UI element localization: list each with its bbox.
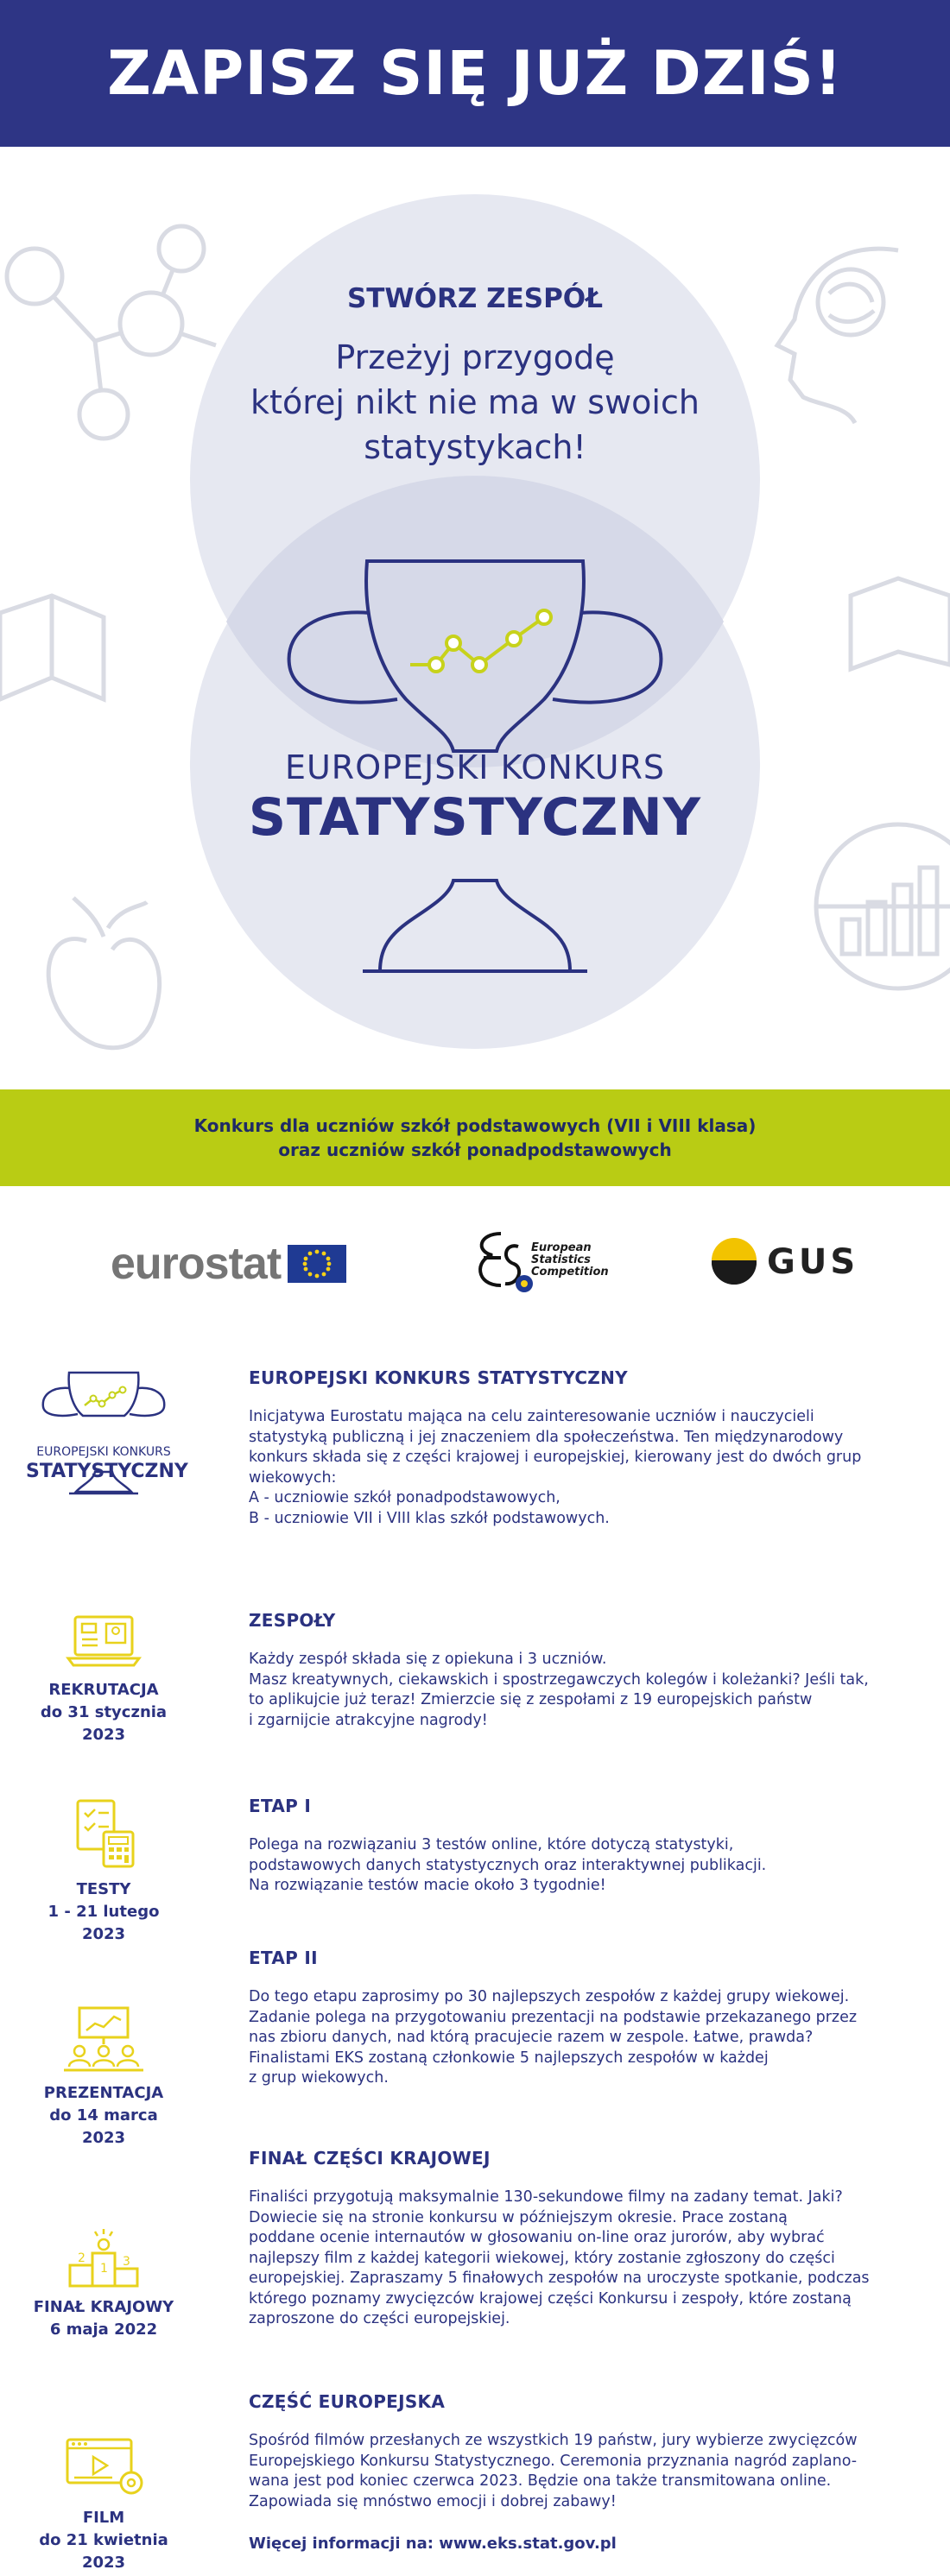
stage1-icon-block — [26, 1796, 181, 1946]
eligibility-banner — [0, 1089, 950, 1186]
more-info-link[interactable]: Więcej informacji na: www.eks.stat.gov.pl — [249, 2535, 617, 2553]
podium-number-3: 3 — [123, 2255, 130, 2269]
teams-body — [249, 1610, 905, 1731]
text-line: podstawowych danych statystycznych oraz interaktywnej publikacji. — [249, 1856, 767, 1874]
teams-caption — [26, 1679, 181, 1746]
text-line: Każdy zespół składa się z opiekuna i 3 uczniów. — [249, 1651, 607, 1668]
film-icon — [60, 2436, 147, 2498]
stage2-icon-block — [26, 2005, 181, 2150]
esc-wordmark — [531, 1242, 609, 1279]
about-section — [0, 1355, 950, 1554]
text-line: którego poznamy zwycięzców krajowej części Konkursu i zespoły, które zostaną — [249, 2289, 852, 2308]
caption-date: 6 maja 2022 — [49, 2320, 158, 2339]
text-line: poddane ocenie internautów w głosowaniu on-line oraz jurorów, aby wybrać — [249, 2229, 825, 2246]
stage1-title: ETAP I — [249, 1796, 312, 1816]
text-line: konkurs składa się z części krajowej i europejskiej, kierowany jest do dwóch grup — [249, 1449, 862, 1466]
about-text — [249, 1407, 905, 1529]
text-line: Na rozwiązanie testów macie około 3 tygodnie! — [249, 1877, 606, 1894]
about-icon-block — [26, 1364, 188, 1502]
national-final-text — [249, 2188, 905, 2330]
esc-mark-icon — [471, 1225, 535, 1298]
text-line: wiekowych: — [249, 1468, 337, 1487]
text-line: i zgarnijcie atrakcyjne nagrody! — [249, 1711, 488, 1729]
partner-logos — [0, 1186, 950, 1333]
national-final-body — [249, 2148, 905, 2330]
eligibility-line-1: Konkurs dla uczniów szkół podstawowych (VII i VIII klasa) — [193, 1115, 757, 1136]
stage2-text — [249, 1987, 905, 2089]
eligibility-line-2: oraz uczniów szkół ponadpodstawowych — [278, 1140, 672, 1160]
caption-date: 1 - 21 lutego 2023 — [48, 1903, 160, 1943]
book-icon-right — [851, 578, 950, 669]
caption-label: TESTY — [76, 1880, 131, 1898]
hero-section — [0, 147, 950, 1089]
text-line: Dowiecie się na stronie konkursu w późniejszym okresie. Prace zostaną — [249, 2208, 788, 2226]
molecule-icon — [7, 226, 216, 439]
text-line: Finaliści przygotują maksymalnie 130-sekundowe filmy na zadany temat. Jaki? — [249, 2188, 843, 2206]
page-title: ZAPISZ SIĘ JUŻ DZIŚ! — [107, 38, 843, 109]
european-text — [249, 2431, 905, 2512]
text-line: Finalistami EKS zostaną członkowie 5 najlepszych zespołów w każdej — [249, 2049, 769, 2067]
adventure-line-3: statystykach! — [364, 428, 586, 466]
caption-label: PREZENTACJA — [43, 2084, 164, 2102]
eu-flag-icon — [288, 1245, 346, 1283]
header-banner — [0, 0, 950, 147]
european-icon-block — [26, 2436, 181, 2574]
text-line: Masz kreatywnych, ciekawskich i spostrzegawczych kolegów i koleżanki? Jeśli tak, — [249, 1670, 869, 1689]
text-line: zaproszone do części europejskiej. — [249, 2310, 510, 2327]
adventure-line-2: której nikt nie ma w swoich — [250, 383, 700, 421]
teams-text — [249, 1650, 905, 1731]
text-line: to aplikujcie już teraz! Zmierzcie się z zespołami z 19 europejskich państw — [249, 1691, 813, 1708]
adventure-tagline — [250, 335, 700, 470]
teams-icon-block — [26, 1610, 181, 1746]
european-caption — [26, 2507, 181, 2574]
podium-number-1: 1 — [100, 2262, 108, 2276]
recruitment-icon — [65, 1610, 142, 1670]
apple-icon — [48, 898, 159, 1048]
text-line: europejskiej. Zapraszamy 5 finałowych zespołów na uroczyste spotkanie, podczas — [249, 2270, 870, 2287]
stage1-section — [0, 1778, 950, 1943]
national-final-title: FINAŁ CZĘŚCI KRAJOWEJ — [249, 2148, 491, 2169]
text-line: A - uczniowie szkół ponadpodstawowych, — [249, 1489, 560, 1506]
stage2-body — [249, 1948, 905, 2089]
adventure-line-1: Przeżyj przygodę — [335, 338, 615, 376]
caption-label: FINAŁ KRAJOWY — [33, 2298, 174, 2316]
stage1-caption — [26, 1878, 181, 1946]
text-line: B - uczniowie VII i VIII klas szkół podstawowych. — [249, 1509, 610, 1527]
text-line: wana jest pod koniec czerwca 2023. Będzie ona także transmitowana online. — [249, 2472, 832, 2490]
gus-wordmark: GUS — [767, 1242, 859, 1282]
stage1-body — [249, 1796, 905, 1897]
caption-date: do 21 kwietnia 2023 — [39, 2531, 168, 2572]
contest-name-bottom: STATYSTYCZNY — [248, 787, 702, 848]
about-icon-bottom-text: STATYSTYCZNY — [26, 1461, 188, 1482]
teams-title: ZESPOŁY — [249, 1610, 336, 1631]
european-section — [0, 2383, 950, 2576]
national-final-section — [0, 2141, 950, 2348]
brain-head-icon — [777, 249, 898, 423]
podium-number-2: 2 — [78, 2251, 86, 2265]
text-line: nas zbioru danych, nad którą pracujecie razem w zespole. Łatwe, prawda? — [249, 2029, 814, 2046]
european-body — [249, 2391, 905, 2553]
eurostat-logo — [111, 1238, 346, 1290]
stage2-caption — [26, 2082, 181, 2150]
contest-name-top: EUROPEJSKI KONKURS — [284, 748, 665, 786]
national-final-icon-block — [26, 2227, 181, 2341]
pie-chart-icon — [816, 824, 950, 988]
about-icon-top-text: EUROPEJSKI KONKURS — [36, 1445, 171, 1459]
stage2-title: ETAP II — [249, 1948, 318, 1968]
text-line: Europejskiego Konkursu Statystycznego. Ceremonia przyznania nagród zaplano- — [249, 2452, 858, 2470]
european-title: CZĘŚĆ EUROPEJSKA — [249, 2391, 446, 2412]
book-icon — [0, 596, 104, 699]
teams-section — [0, 1593, 950, 1748]
caption-date: do 31 stycznia 2023 — [40, 1703, 168, 1744]
text-line: Zadanie polega na przygotowaniu prezentacji na podstawie przekazanego przez — [249, 2008, 858, 2026]
text-line: z grup wiekowych. — [249, 2069, 389, 2087]
tests-icon — [69, 1796, 138, 1870]
gus-mark-icon — [710, 1238, 758, 1286]
about-body — [249, 1367, 905, 1529]
about-title: EUROPEJSKI KONKURS STATYSTYCZNY — [249, 1367, 628, 1388]
national-final-caption — [26, 2296, 181, 2341]
text-line: Do tego etapu zaprosimy po 30 najlepszych zespołów z każdej grupy wiekowej. — [249, 1988, 850, 2005]
eurostat-wordmark: eurostat — [111, 1239, 282, 1289]
esc-logo — [471, 1225, 626, 1298]
caption-label: REKRUTACJA — [48, 1681, 159, 1699]
create-team-heading: STWÓRZ ZESPÓŁ — [346, 283, 604, 314]
esc-line-3: Competition — [531, 1266, 609, 1279]
gus-logo — [710, 1238, 858, 1286]
text-line: Spośród filmów przesłanych ze wszystkich 19 państw, jury wybierze zwycięzców — [249, 2432, 858, 2449]
esc-line-1: European — [531, 1241, 592, 1254]
esc-line-2: Statistics — [531, 1253, 591, 1266]
stage2-section — [0, 1942, 950, 2147]
text-line: najlepszy film z każdej kategorii wiekowej, który zostanie zgłoszony do części — [249, 2249, 835, 2267]
text-line: Inicjatywa Eurostatu mająca na celu zainteresowanie uczniów i nauczycieli — [249, 1408, 814, 1425]
text-line: Polega na rozwiązaniu 3 testów online, które dotyczą statystyki, — [249, 1836, 734, 1853]
podium-icon — [65, 2227, 142, 2288]
caption-date: do 14 marca 2023 — [49, 2106, 158, 2147]
stage1-text — [249, 1835, 905, 1897]
caption-label: FILM — [82, 2509, 125, 2527]
presentation-icon — [60, 2005, 147, 2074]
text-line: Zapowiada się mnóstwo emocji i dobrej zabawy! — [249, 2492, 617, 2510]
text-line: statystyką publiczną i jej znaczeniem dla społeczeństwa. Ten międzynarodowy — [249, 1428, 844, 1446]
